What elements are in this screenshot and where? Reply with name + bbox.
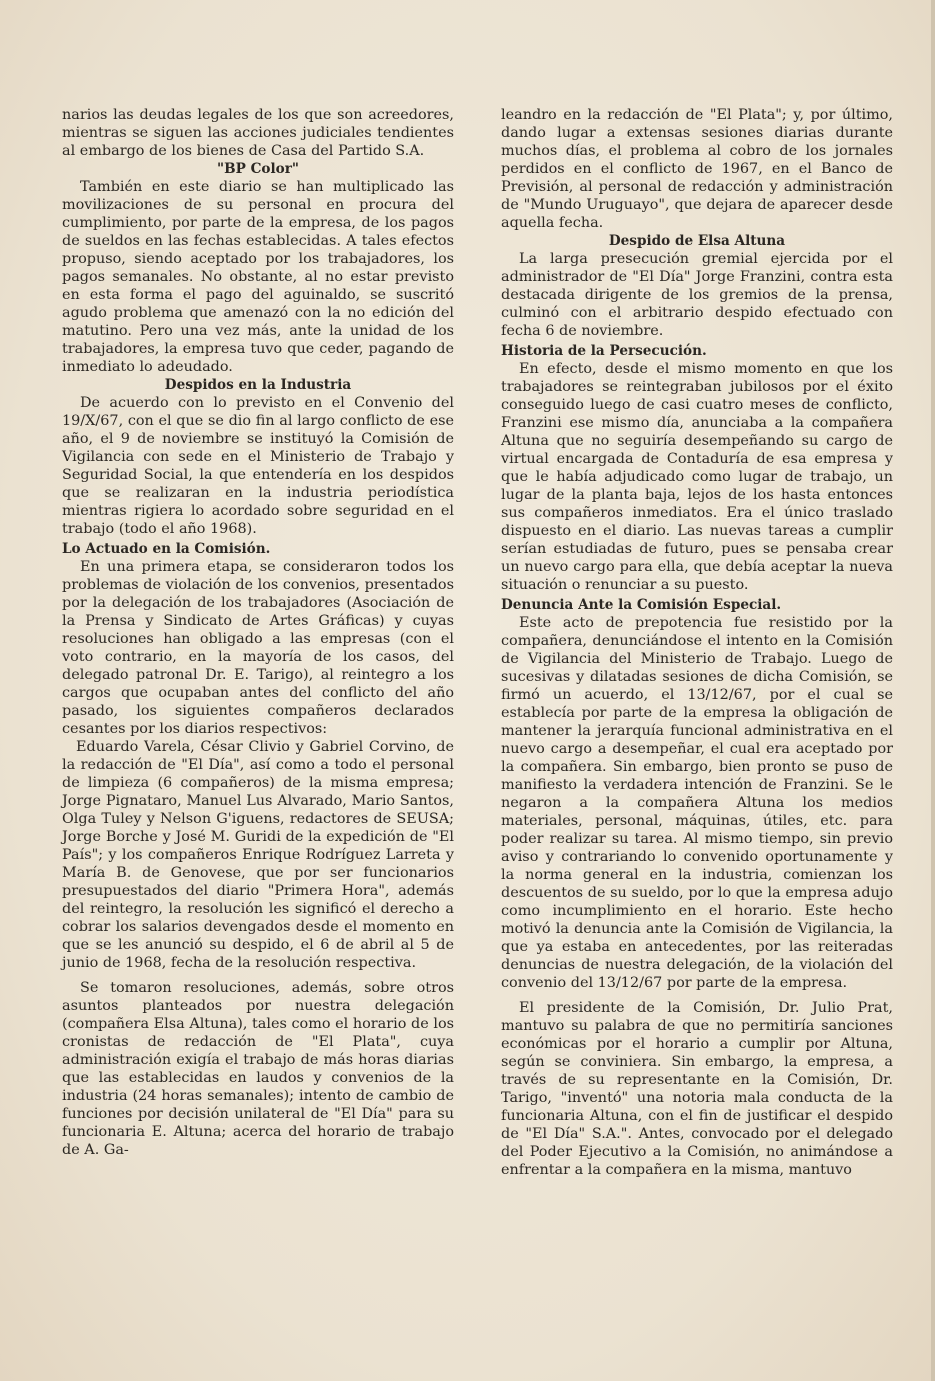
section-heading-despido-altuna: Despido de Elsa Altuna xyxy=(608,233,786,249)
page-edge xyxy=(931,0,935,1381)
paragraph: La larga presecución gremial ejercida por el administrador de "El Día" Jorge Franzini, contra esta destacada dirigente de los gremios de la prensa, culminó con el arbitrario despido efectuado con fecha 6 de noviembre. xyxy=(501,251,893,339)
paragraph: El presidente de la Comisión, Dr. Julio Prat, mantuvo su palabra de que no permitiría sanciones económicas por el horario a cumplir por Altuna, según se conviniera. Sin embargo, la empresa, a través de su representante en la Comisión, Dr. Tarigo, "inventó" una notoria mala conducta de la funcionaria Altuna, con el fin de justificar el despido de "El Día" S.A.". Antes, convocado por el delegado del Poder Ejecutivo a la Comisión, no animándose a enfrentar a la compañera en la misma, mantuvo xyxy=(501,1000,893,1178)
section-heading-despidos: Despidos en la Industria xyxy=(164,377,352,393)
paragraph: leandro en la redacción de "El Plata"; y, por último, dando lugar a extensas sesiones diarias durante muchos días, el problema al cobro de los jornales perdidos en el conflicto de 1967, en el Banco de Previsión, al personal de redacción y administración de "Mundo Uruguayo", que dejara de aparecer desde aquella fecha. xyxy=(501,107,893,231)
paragraph-names: Eduardo Varela, César Clivio y Gabriel Corvino, de la redacción de "El Día", así como a todo el personal de limpieza (6 compañeros) de la misma empresa; Jorge Pignataro, Manuel Lus Alvarado, Mario Santos, Olga Tuley y Nelson G'iguens, redactores de SEUSA; Jorge Borche y José M. Guridi de la expedición de "El País"; y los compañeros Enrique Rodríguez Larreta y María B. de Genovese, que por ser funcionarios presupuestados del diario "Primera Hora", además del reintegro, la resolución les significó el derecho a cobrar los salarios devengados desde el momento en que se les anunció su despido, el 6 de abril al 5 de junio de 1968, fecha de la resolución respectiva. xyxy=(62,739,454,971)
paragraph: En efecto, desde el mismo momento en que los trabajadores se reintegraban jubilosos por el éxito conseguido luego de casi cuatro meses de conflicto, Franzini ese mismo día, anunciaba a la compañera Altuna que no seguiría desempeñando su cargo de virtual encargada de Contaduría de esa empresa y que le había adjudicado como lugar de trabajo, un lugar de la planta baja, lejos de los hasta entonces sus compañeros inmediatos. Era el único traslado dispuesto en el diario. Las nuevas tareas a cumplir serían estudiadas de futuro, pues se pensaba crear un nuevo cargo para ella, que debía aceptar la nueva situación o renunciar a su puesto. xyxy=(501,361,893,593)
paragraph: También en este diario se han multiplicado las movilizaciones de su personal en procura del cumplimiento, por parte de la empresa, de los pagos de sueldos en las fechas establecidas. A tales efectos propuso, siendo aceptado por los trabajadores, los pagos semanales. No obstante, al no estar previsto en esta forma el pago del aguinaldo, se suscritó agudo problema que amenazó con la no edición del matutino. Pero una vez más, ante la unidad de los trabajadores, la empresa tuvo que ceder, pagando de inmediato lo adeudado. xyxy=(62,179,454,375)
left-column xyxy=(62,106,454,1159)
paragraph: Se tomaron resoluciones, además, sobre otros asuntos planteados por nuestra delegación (compañera Elsa Altuna), tales como el horario de los cronistas de redacción de "El Plata", cuya administración exigía el trabajo de más horas diarias que las establecidas en laudos y convenios de la industria (24 horas semanales); intento de cambio de funciones por decisión unilateral de "El Día" para su funcionaria E. Altuna; acerca del horario de trabajo de A. Ga- xyxy=(62,980,454,1158)
section-heading-comision: Lo Actuado en la Comisión. xyxy=(62,541,271,557)
section-heading-denuncia: Denuncia Ante la Comisión Especial. xyxy=(501,597,782,613)
section-heading-bp-color: "BP Color" xyxy=(217,161,299,177)
right-column xyxy=(501,106,893,1179)
section-heading-historia: Historia de la Persecución. xyxy=(501,343,707,359)
paragraph: En una primera etapa, se consideraron todos los problemas de violación de los convenios, presentados por la delegación de los trabajadores (Asociación de la Prensa y Sindicato de Artes Gráficas) y cuyas resoluciones han obligado a las empresas (con el voto contrario, en la mayoría de los casos, del delegado patronal Dr. E. Tarigo), al reintegro a los cargos que ocupaban antes del conflicto del año pasado, los siguientes compañeros declarados cesantes por los diarios respectivos: xyxy=(62,559,454,737)
paragraph: De acuerdo con lo previsto en el Convenio del 19/X/67, con el que se dio fin al largo conflicto de ese año, el 9 de noviembre se instituyó la Comisión de Vigilancia con sede en el Ministerio de Trabajo y Seguridad Social, la que entendería en los despidos que se realizaran en la industria periodística mientras rigiera lo acordado sobre seguridad en el trabajo (todo el año 1968). xyxy=(62,395,454,537)
paragraph: narios las deudas legales de los que son acreedores, mientras se siguen las acciones judiciales tendientes al embargo de los bienes de Casa del Partido S.A. xyxy=(62,107,454,159)
paragraph: Este acto de prepotencia fue resistido por la compañera, denunciándose el intento en la Comisión de Vigilancia del Ministerio de Trabajo. Luego de sucesivas y dilatadas sesiones de dicha Comisión, se firmó un acuerdo, el 13/12/67, por el cual se establecía por parte de la empresa la obligación de mantener la jerarquía funcional administrativa en el nuevo cargo a desempeñar, el cual era aceptado por la compañera. Sin embargo, bien pronto se puso de manifiesto la verdadera intención de Franzini. Se le negaron a la compañera Altuna los medios materiales, personal, máquinas, útiles, etc. para poder realizar su tarea. Al mismo tiempo, sin previo aviso y contrariando lo convenido oportunamente y la norma general en la industria, comienzan los descuentos de su sueldo, por lo que la empresa adujo como incumplimiento en el horario. Este hecho motivó la denuncia ante la Comisión de Vigilancia, la que ya estaba en antecedentes, por las reiteradas denuncias de nuestra delegación, de la violación del convenio del 13/12/67 por parte de la empresa. xyxy=(501,615,893,991)
